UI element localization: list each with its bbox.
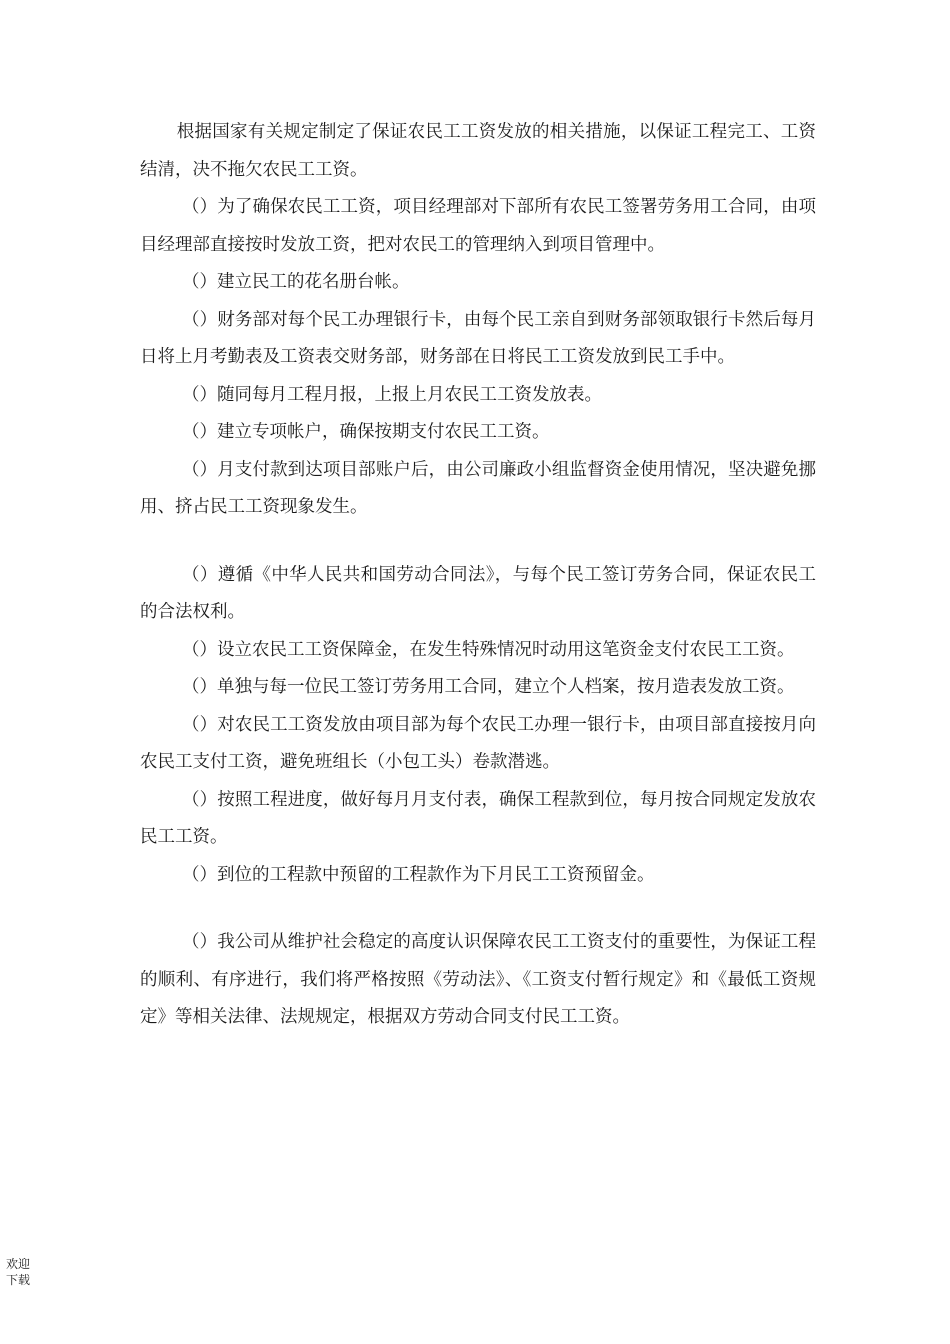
- measure-paragraph: （）按照工程进度，做好每月月支付表，确保工程款到位，每月按合同规定发放农民工工资。: [140, 789, 816, 847]
- measure-paragraph: （）为了确保农民工工资，项目经理部对下部所有农民工签署劳务用工合同，由项目经理部直接按时发放工资，把对农民工的管理纳入到项目管理中。: [140, 197, 816, 255]
- measure-paragraph: （）对农民工工资发放由项目部为每个农民工办理一银行卡，由项目部直接按月向农民工支付工资，避免班组长（小包工头）卷款潜逃。: [140, 714, 816, 772]
- measure-paragraph: （）随同每月工程月报，上报上月农民工工资发放表。: [182, 384, 602, 405]
- measure-paragraph: （）月支付款到达项目部账户后，由公司廉政小组监督资金使用情况，坚决避免挪用、挤占民工工资现象发生。: [140, 459, 816, 517]
- section-gap: [140, 527, 816, 557]
- intro-paragraph: 根据国家有关规定制定了保证农民工工资发放的相关措施，以保证工程完工、工资结清，决不拖欠农民工工资。: [140, 122, 816, 180]
- measure-paragraph: （）财务部对每个民工办理银行卡，由每个民工亲自到财务部领取银行卡然后每月日将上月考勤表及工资表交财务部，财务部在日将民工工资发放到民工手中。: [140, 309, 816, 367]
- measure-paragraph: （）设立农民工工资保障金，在发生特殊情况时动用这笔资金支付农民工工资。: [182, 639, 795, 660]
- document-body: [140, 114, 816, 1037]
- section-gap: [140, 894, 816, 924]
- measure-paragraph: （）到位的工程款中预留的工程款作为下月民工工资预留金。: [182, 864, 655, 885]
- measure-paragraph: （）单独与每一位民工签订劳务用工合同，建立个人档案，按月造表发放工资。: [182, 677, 795, 697]
- measure-paragraph: （）建立民工的花名册台帐。: [182, 272, 410, 292]
- closing-paragraph: （）我公司从维护社会稳定的高度认识保障农民工工资支付的重要性，为保证工程的顺利、有序进行，我们将严格按照《劳动法》、《工资支付暂行规定》和《最低工资规定》等相关法律、法规规定，根据双方劳动合同支付民工工资。: [140, 932, 816, 1027]
- footer-line-download: 下载: [6, 1273, 31, 1287]
- footer-line-welcome: 欢迎: [6, 1257, 31, 1271]
- footer-note: [6, 1256, 46, 1288]
- measure-paragraph: （）遵循《中华人民共和国劳动合同法》，与每个民工签订劳务合同，保证农民工的合法权利。: [140, 564, 816, 622]
- measure-paragraph: （）建立专项帐户，确保按期支付农民工工资。: [182, 422, 550, 442]
